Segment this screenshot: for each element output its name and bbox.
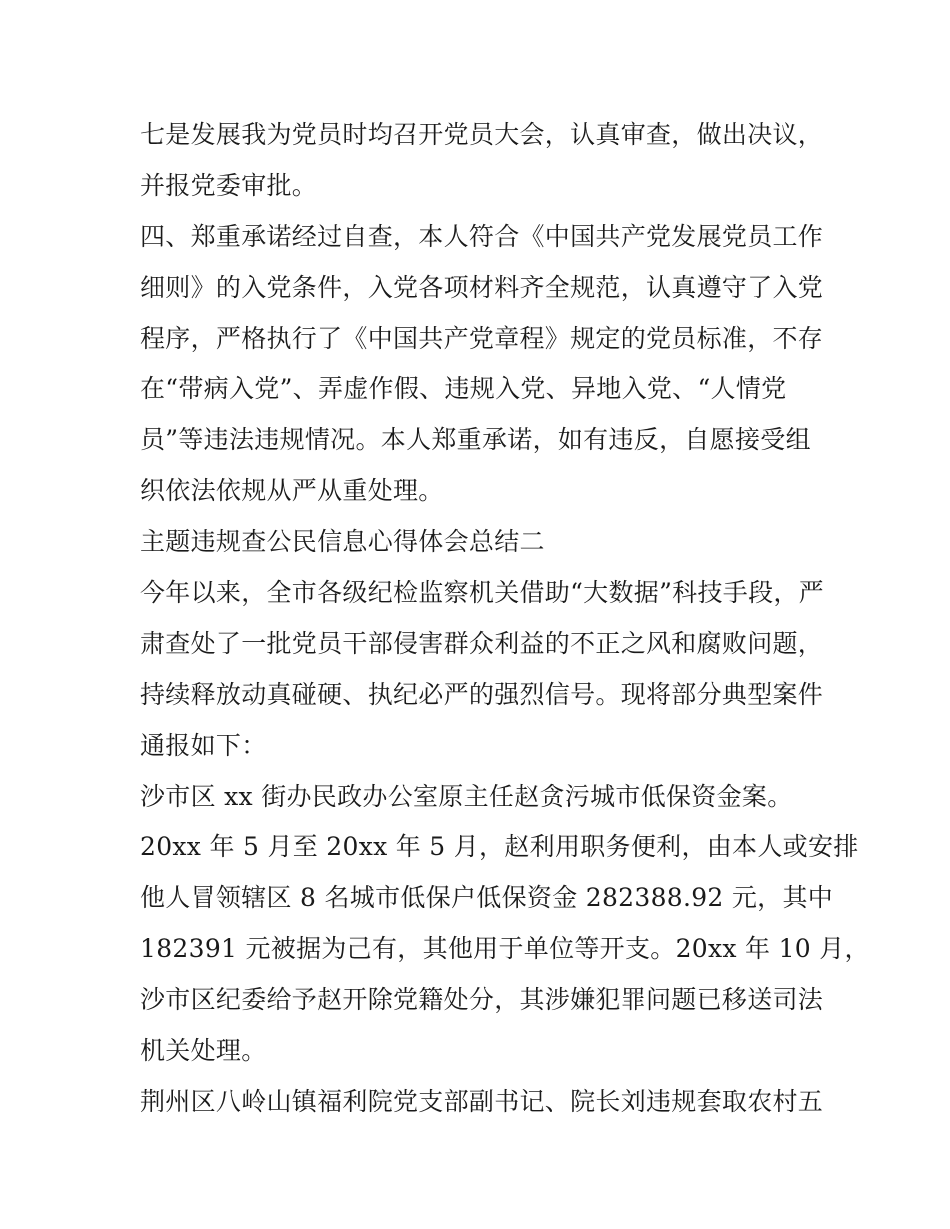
text-line: 细则》的入党条件，入党各项材料齐全规范，认真遵守了入党 [140, 272, 824, 302]
text-line: 沙市区纪委给予赵开除党籍处分，其涉嫌犯罪问题已移送司法 [140, 985, 824, 1015]
text-line: 在“带病入党”、弄虚作假、违规入党、异地入党、“人情党 [140, 374, 787, 404]
text-line: 并报党委审批。 [140, 170, 318, 200]
text-line: 他人冒领辖区 8 名城市低保户低保资金 282388.92 元，其中 [140, 883, 834, 913]
text-line: 182391 元被据为己有，其他用于单位等开支。20xx 年 10 月， [140, 934, 870, 964]
text-line: 四、郑重承诺经过自查，本人符合《中国共产党发展党员工作 [140, 221, 824, 251]
document-body [140, 110, 870, 1128]
text-line: 荆州区八岭山镇福利院党支部副书记、院长刘违规套取农村五 [140, 1086, 824, 1116]
text-line: 肃查处了一批党员干部侵害群众利益的不正之风和腐败问题， [140, 628, 824, 658]
text-line: 20xx 年 5 月至 20xx 年 5 月，赵利用职务便利，由本人或安排 [140, 832, 859, 862]
text-line: 七是发展我为党员时均召开党员大会，认真审查，做出决议， [140, 120, 824, 149]
text-line: 沙市区 xx 街办民政办公室原主任赵贪污城市低保资金案。 [140, 781, 793, 811]
text-line: 机关处理。 [140, 1036, 267, 1066]
text-line: 程序，严格执行了《中国共产党章程》规定的党员标准，不存 [140, 323, 824, 353]
text-line: 织依法依规从严从重处理。 [140, 476, 444, 506]
text-line: 通报如下： [140, 730, 267, 760]
text-line: 持续释放动真碰硬、执纪必严的强烈信号。现将部分典型案件 [140, 679, 824, 709]
section-heading: 主题违规查公民信息心得体会总结二 [140, 527, 545, 557]
text-line: 今年以来，全市各级纪检监察机关借助“大数据”科技手段，严 [140, 578, 824, 608]
text-line: 员”等违法违规情况。本人郑重承诺，如有违反，自愿接受组 [140, 425, 811, 455]
